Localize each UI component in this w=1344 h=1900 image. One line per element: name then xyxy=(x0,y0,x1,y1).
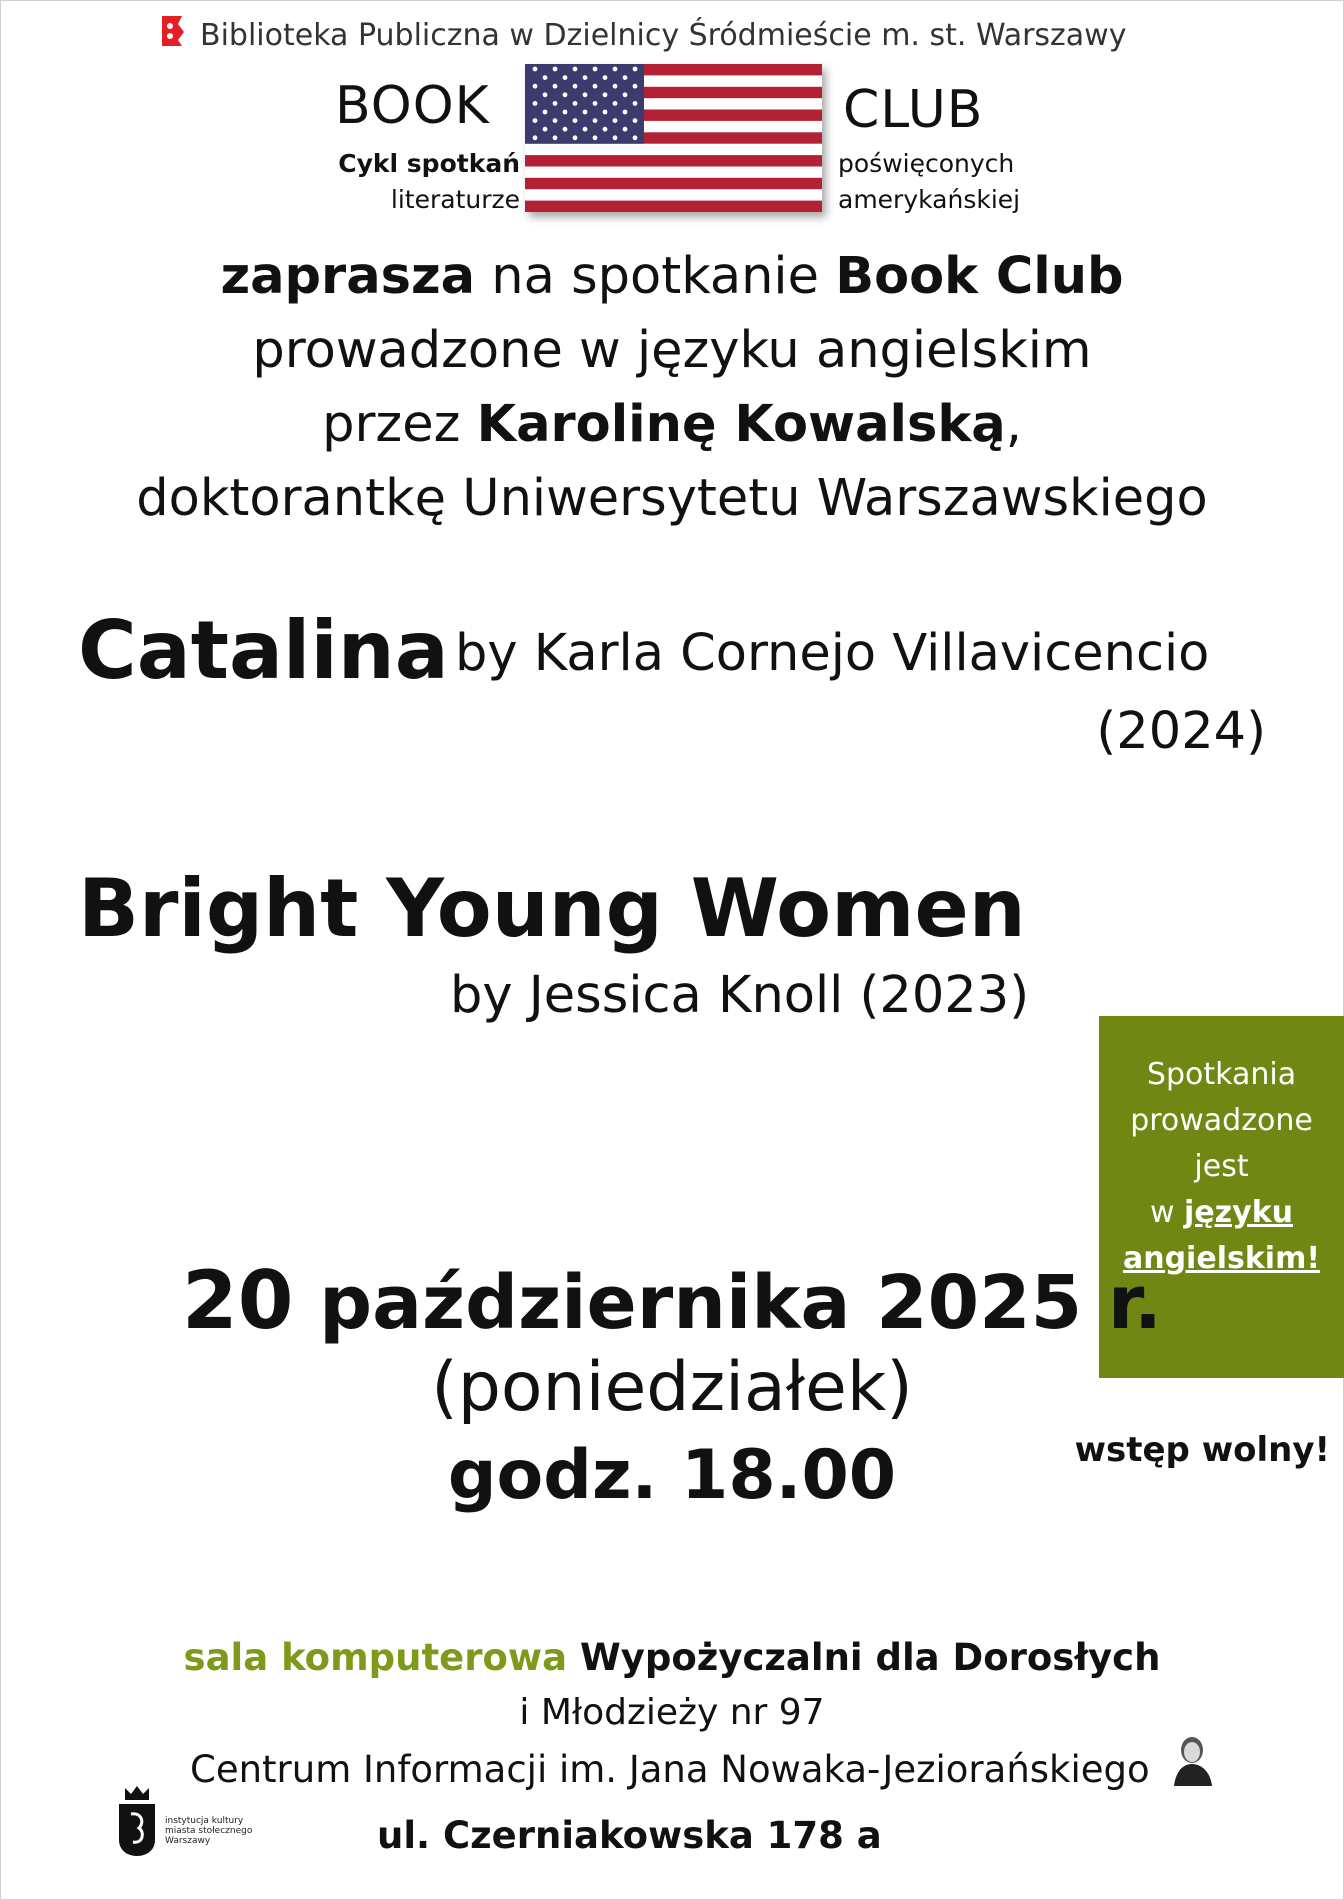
flag-star-icon xyxy=(593,118,598,123)
flag-star-icon xyxy=(553,135,558,140)
book-1-title: Catalina xyxy=(78,604,449,697)
flag-star-icon xyxy=(603,75,608,80)
flag-star-icon xyxy=(623,110,628,115)
warsaw-crest-icon xyxy=(115,1784,159,1858)
flag-star-icon xyxy=(603,110,608,115)
free-entry-label: wstęp wolny! xyxy=(1074,1430,1330,1470)
book-word: BOOK xyxy=(335,76,490,136)
flag-star-icon xyxy=(533,67,538,72)
event-day: 20 xyxy=(182,1254,294,1347)
flag-star-icon xyxy=(563,92,568,97)
library-logo-icon xyxy=(160,14,186,48)
flag-star-icon xyxy=(553,118,558,123)
note-line-4-emph: języku xyxy=(1184,1195,1294,1230)
flag-star-icon xyxy=(623,92,628,97)
flag-star-icon xyxy=(593,67,598,72)
event-name: Book Club xyxy=(835,247,1124,306)
flag-star-icon xyxy=(623,75,628,80)
flag-star-icon xyxy=(543,75,548,80)
flag-star-icon xyxy=(633,135,638,140)
flag-star-icon xyxy=(613,67,618,72)
venue-place: Wypożyczalni dla Dorosłych xyxy=(567,1636,1161,1679)
intro-line-4: doktorantkę Uniwersytetu Warszawskiego xyxy=(136,469,1208,528)
invite-verb: zaprasza xyxy=(220,247,476,306)
tagline-left xyxy=(330,146,520,218)
flag-star-icon xyxy=(533,118,538,123)
club-word: CLUB xyxy=(843,80,984,140)
portrait-icon xyxy=(1170,1732,1216,1786)
venue-line-1 xyxy=(0,1636,1344,1679)
note-line-5-emph: angielskim! xyxy=(1122,1241,1321,1276)
book-2-author: by Jessica Knoll (2023) xyxy=(450,966,1030,1025)
flag-star-icon xyxy=(543,110,548,115)
flag-star-icon xyxy=(573,101,578,106)
crest-caption-2: miasta stołecznego xyxy=(165,1826,253,1836)
tagline-right xyxy=(838,146,1020,218)
street-address: ul. Czerniakowska 178 a xyxy=(377,1814,882,1857)
flag-star-icon xyxy=(613,118,618,123)
crest-caption-3: Warszawy xyxy=(165,1836,211,1846)
event-hour: godz. 18.00 xyxy=(447,1436,897,1515)
note-line-4 xyxy=(1099,1190,1344,1236)
flag-star-icon xyxy=(543,92,548,97)
intro-line-1-mid: na spotkanie xyxy=(475,247,836,306)
tagline-left-line2: literaturze xyxy=(390,185,520,214)
flag-star-icon xyxy=(543,127,548,132)
flag-star-icon xyxy=(593,84,598,89)
note-line-1: Spotkania xyxy=(1146,1057,1297,1092)
tagline-left-line1: Cykl spotkań xyxy=(338,149,520,178)
venue-line-2: i Młodzieży nr 97 xyxy=(519,1692,825,1733)
flag-star-icon xyxy=(573,118,578,123)
note-line-4-pre: w xyxy=(1149,1195,1185,1230)
intro-line-3 xyxy=(0,388,1344,462)
flag-star-icon xyxy=(573,84,578,89)
intro-line-3-pre: przez xyxy=(322,395,477,454)
venue-room: sala komputerowa xyxy=(183,1636,568,1679)
flag-star-icon xyxy=(583,127,588,132)
flag-star-icon xyxy=(633,84,638,89)
flag-star-icon xyxy=(533,135,538,140)
event-month-year: października 2025 r. xyxy=(293,1260,1162,1346)
flag-star-icon xyxy=(553,84,558,89)
crest-caption-1: instytucja kultury xyxy=(165,1816,244,1826)
event-date xyxy=(0,1254,1344,1347)
flag-star-icon xyxy=(583,110,588,115)
venue-center: Centrum Informacji im. Jana Nowaka-Jeziorańskiego xyxy=(190,1748,1150,1791)
flag-star-icon xyxy=(583,75,588,80)
flag-star-icon xyxy=(613,135,618,140)
intro-line-1 xyxy=(0,240,1344,314)
flag-star-icon xyxy=(553,67,558,72)
flag-star-icon xyxy=(563,127,568,132)
us-flag-icon xyxy=(525,64,822,212)
flag-star-icon xyxy=(533,84,538,89)
flag-star-icon xyxy=(563,110,568,115)
flag-star-icon xyxy=(613,101,618,106)
flag-star-icon xyxy=(583,92,588,97)
book-1-year: (2024) xyxy=(1096,702,1266,761)
flag-star-icon xyxy=(613,84,618,89)
flag-star-icon xyxy=(633,101,638,106)
book-2-title: Bright Young Women xyxy=(78,862,1026,955)
tagline-right-line1: poświęconych xyxy=(838,149,1015,178)
tagline-right-line2: amerykańskiej xyxy=(838,185,1021,214)
library-name: Biblioteka Publiczna w Dzielnicy Śródmieście m. st. Warszawy xyxy=(200,18,1127,53)
flag-star-icon xyxy=(593,101,598,106)
flag-star-icon xyxy=(633,67,638,72)
flag-star-icon xyxy=(593,135,598,140)
flag-star-icon xyxy=(603,92,608,97)
flag-star-icon xyxy=(533,101,538,106)
flag-star-icon xyxy=(603,127,608,132)
flag-star-icon xyxy=(573,135,578,140)
flag-star-icon xyxy=(633,118,638,123)
intro-line-3-post: , xyxy=(1005,395,1022,454)
crest-caption xyxy=(165,1816,252,1846)
intro-line-2: prowadzone w języku angielskim xyxy=(252,321,1092,380)
host-name: Karolinę Kowalską xyxy=(476,395,1006,454)
flag-star-icon xyxy=(553,101,558,106)
flag-star-icon xyxy=(573,67,578,72)
flag-star-icon xyxy=(563,75,568,80)
book-1-author: by Karla Cornejo Villavicencio xyxy=(455,624,1210,683)
flag-star-icon xyxy=(623,127,628,132)
note-line-3: jest xyxy=(1194,1149,1249,1184)
note-line-2: prowadzone xyxy=(1130,1103,1313,1138)
event-weekday: (poniedziałek) xyxy=(431,1348,913,1427)
